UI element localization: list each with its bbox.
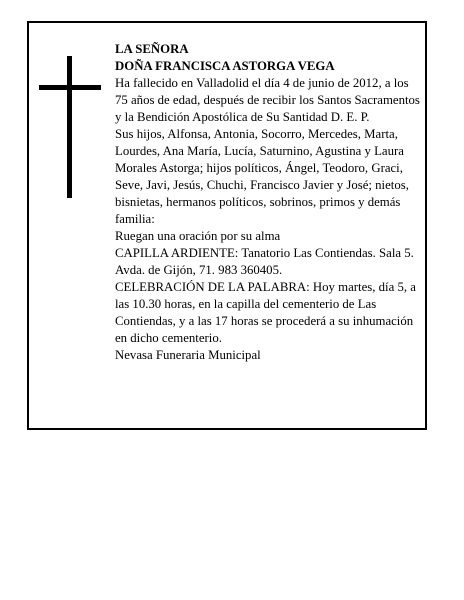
obituary-notice	[27, 21, 427, 430]
cross-horizontal-bar	[39, 85, 101, 90]
family-list: Sus hijos, Alfonsa, Antonia, Socorro, Mercedes, Marta, Lourdes, Ana María, Lucía, Saturnino, Agustina y Laura Morales Astorga; hijos políticos, Ángel, Teodoro, Graci, Seve, Javi, Jesús, Chuchi, Francisco Javier y José; nietos, bisnietas, hermanos políticos, sobrinos, primos y demás familia:	[115, 127, 409, 226]
death-announcement: Ha fallecido en Valladolid el día 4 de junio de 2012, a los 75 años de edad, después de recibir los Santos Sacramentos y la Bendición Apostólica de Su Santidad D. E. P.	[115, 76, 420, 124]
ceremony-info: CELEBRACIÓN DE LA PALABRA: Hoy martes, día 5, a las 10.30 horas, en la capilla del cementerio de Las Contiendas, y a las 17 horas se procederá a su inhumación en dicho cementerio.	[115, 280, 416, 345]
funeral-home: Nevasa Funeraria Municipal	[115, 348, 261, 362]
deceased-name: DOÑA FRANCISCA ASTORGA VEGA	[115, 59, 335, 73]
obituary-text	[115, 41, 421, 364]
prayer-request: Ruegan una oración por su alma	[115, 229, 281, 243]
cross-icon	[39, 56, 103, 198]
chapel-info: CAPILLA ARDIENTE: Tanatorio Las Contiendas. Sala 5. Avda. de Gijón, 71. 983 360405.	[115, 246, 414, 277]
obituary-title-line: LA SEÑORA	[115, 42, 189, 56]
cross-vertical-bar	[67, 56, 72, 198]
